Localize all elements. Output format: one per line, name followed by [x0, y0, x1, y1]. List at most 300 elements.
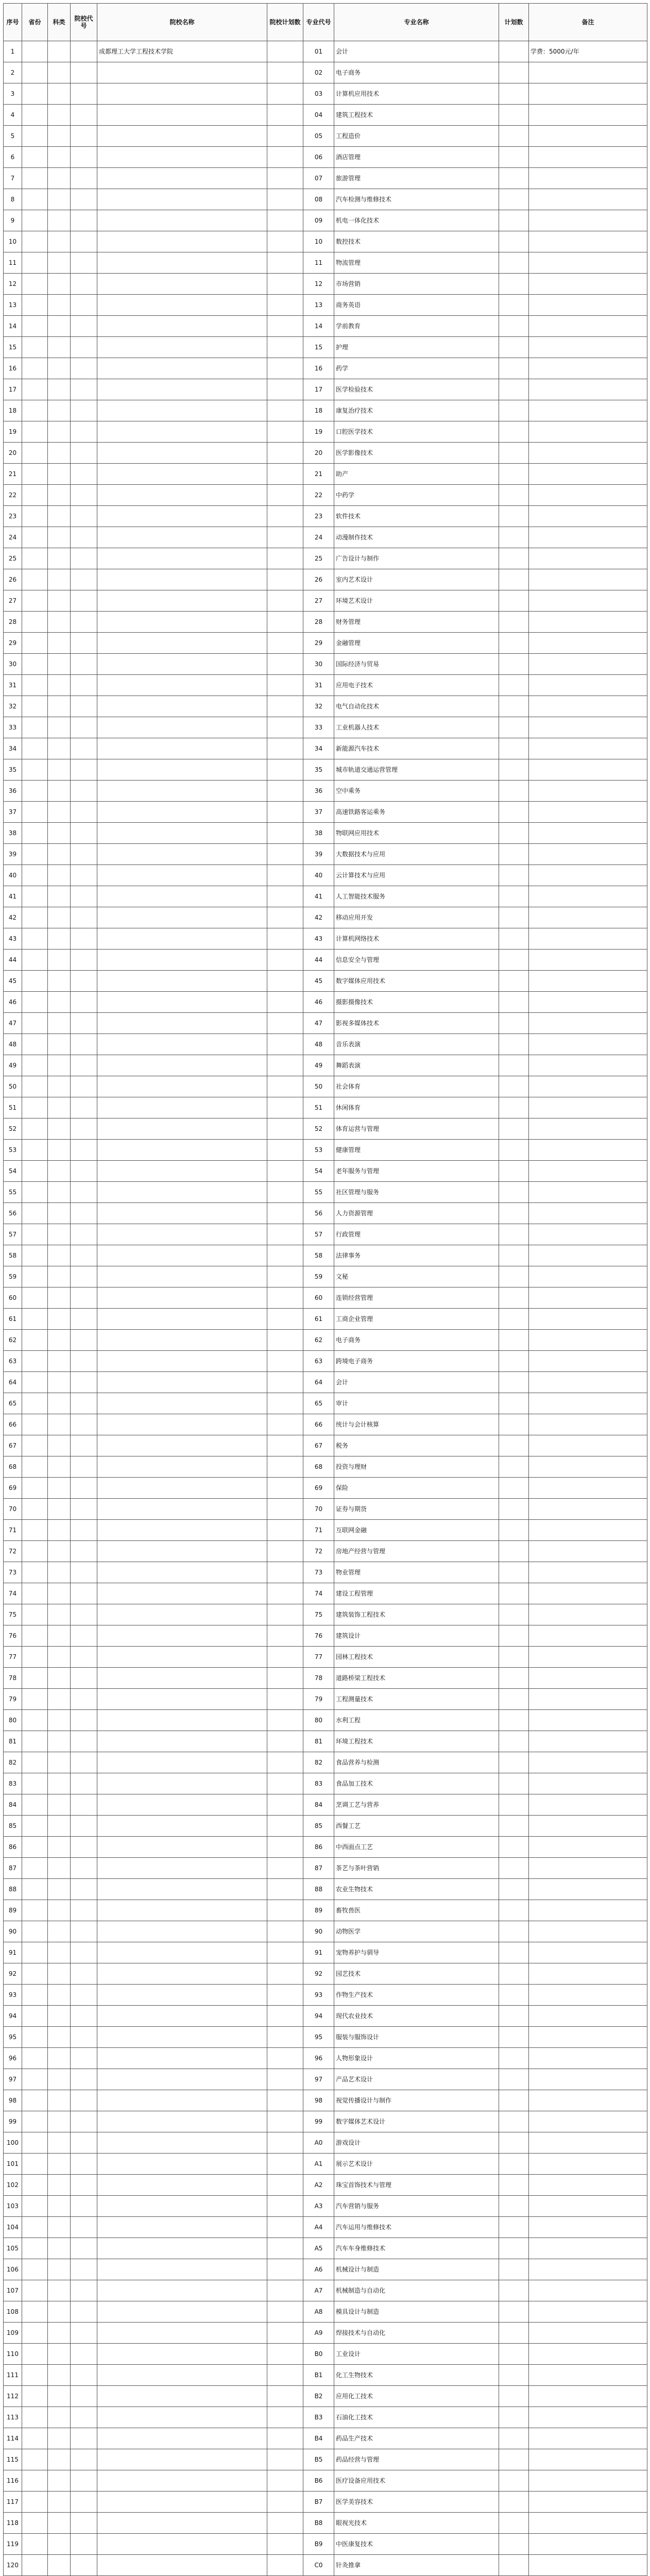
cell-province [22, 2196, 48, 2217]
cell-school-code [71, 1055, 97, 1076]
cell-school-plan [267, 2027, 303, 2048]
cell-index: 87 [4, 1858, 22, 1879]
cell-index: 89 [4, 1900, 22, 1921]
cell-school-code [71, 2344, 97, 2365]
cell-school-code [71, 2154, 97, 2175]
table-row [4, 1900, 647, 1921]
cell-plan-count [499, 675, 529, 696]
cell-major-name: 茶艺与茶叶营销 [334, 1858, 499, 1879]
cell-plan-count [499, 992, 529, 1013]
cell-school-name [97, 231, 267, 252]
cell-major-name: 应用电子技术 [334, 675, 499, 696]
cell-school-plan [267, 1520, 303, 1541]
table-row [4, 1752, 647, 1773]
cell-province [22, 2154, 48, 2175]
cell-plan-count [499, 2196, 529, 2217]
table-row [4, 527, 647, 548]
cell-index: 25 [4, 548, 22, 569]
cell-school-plan [267, 2111, 303, 2132]
cell-major-name: 助产 [334, 464, 499, 485]
cell-plan-count [499, 337, 529, 358]
cell-major-name: 工程测量技术 [334, 1689, 499, 1710]
cell-province [22, 717, 48, 738]
cell-plan-count [499, 2301, 529, 2323]
table-row [4, 1076, 647, 1097]
cell-plan-count [499, 379, 529, 400]
cell-remark [529, 2386, 647, 2407]
cell-major-name: 保险 [334, 1478, 499, 1499]
cell-plan-count [499, 1879, 529, 1900]
cell-category [48, 1562, 71, 1583]
cell-category [48, 485, 71, 506]
cell-category [48, 295, 71, 316]
cell-school-code [71, 2323, 97, 2344]
cell-major-name: 西餐工艺 [334, 1816, 499, 1837]
cell-major-name: 酒店管理 [334, 147, 499, 168]
cell-school-name [97, 527, 267, 548]
cell-school-code [71, 569, 97, 590]
cell-category [48, 1076, 71, 1097]
cell-index: 95 [4, 2027, 22, 2048]
table-row [4, 2006, 647, 2027]
table-row [4, 295, 647, 316]
table-row [4, 1055, 647, 1076]
cell-province [22, 1393, 48, 1414]
cell-school-name [97, 1456, 267, 1478]
table-row [4, 2090, 647, 2111]
cell-province [22, 189, 48, 210]
cell-remark [529, 2344, 647, 2365]
cell-remark [529, 1647, 647, 1668]
cell-major-name: 中医康复技术 [334, 2534, 499, 2555]
cell-school-code [71, 464, 97, 485]
cell-index: 84 [4, 1794, 22, 1816]
cell-remark [529, 1837, 647, 1858]
cell-province [22, 1879, 48, 1900]
table-row [4, 210, 647, 231]
cell-school-name [97, 2280, 267, 2301]
cell-major-name: 电气自动化技术 [334, 696, 499, 717]
cell-remark [529, 612, 647, 633]
cell-province [22, 316, 48, 337]
header-category: 科类 [48, 4, 71, 41]
cell-school-plan [267, 1752, 303, 1773]
cell-category [48, 2555, 71, 2576]
cell-school-code [71, 358, 97, 379]
table-row [4, 654, 647, 675]
table-row [4, 41, 647, 62]
cell-plan-count [499, 759, 529, 781]
cell-major-code: 74 [303, 1583, 334, 1604]
cell-province [22, 738, 48, 759]
cell-school-plan [267, 337, 303, 358]
cell-index: 113 [4, 2407, 22, 2428]
table-row [4, 928, 647, 950]
cell-major-code: B8 [303, 2513, 334, 2534]
cell-plan-count [499, 2470, 529, 2492]
cell-major-name: 统计与会计核算 [334, 1414, 499, 1435]
cell-major-name: 工商企业管理 [334, 1309, 499, 1330]
cell-plan-count [499, 443, 529, 464]
cell-school-name [97, 83, 267, 105]
cell-major-code: 88 [303, 1879, 334, 1900]
cell-remark [529, 443, 647, 464]
cell-school-plan [267, 189, 303, 210]
cell-school-code [71, 1668, 97, 1689]
cell-school-name [97, 823, 267, 844]
table-row [4, 2534, 647, 2555]
cell-index: 49 [4, 1055, 22, 1076]
cell-school-name [97, 1118, 267, 1140]
cell-index: 119 [4, 2534, 22, 2555]
cell-school-code [71, 1245, 97, 1266]
cell-school-code [71, 2365, 97, 2386]
cell-major-code: 64 [303, 1372, 334, 1393]
cell-plan-count [499, 1985, 529, 2006]
cell-school-code [71, 2217, 97, 2238]
cell-remark [529, 1942, 647, 1963]
cell-category [48, 1985, 71, 2006]
table-row [4, 231, 647, 252]
cell-major-code: 32 [303, 696, 334, 717]
cell-major-code: 95 [303, 2027, 334, 2048]
cell-school-code [71, 1309, 97, 1330]
cell-school-code [71, 2386, 97, 2407]
cell-category [48, 41, 71, 62]
cell-major-name: 建筑设计 [334, 1625, 499, 1647]
table-row [4, 62, 647, 83]
cell-index: 54 [4, 1161, 22, 1182]
cell-plan-count [499, 2344, 529, 2365]
cell-major-name: 信息安全与管理 [334, 950, 499, 971]
cell-school-name [97, 1097, 267, 1118]
cell-school-code [71, 1372, 97, 1393]
cell-remark [529, 379, 647, 400]
cell-plan-count [499, 1900, 529, 1921]
cell-school-code [71, 1985, 97, 2006]
cell-school-name [97, 1858, 267, 1879]
cell-school-code [71, 1118, 97, 1140]
cell-plan-count [499, 168, 529, 189]
cell-school-plan [267, 844, 303, 865]
cell-province [22, 1520, 48, 1541]
cell-school-plan [267, 2175, 303, 2196]
cell-plan-count [499, 1668, 529, 1689]
cell-major-code: 56 [303, 1203, 334, 1224]
cell-index: 72 [4, 1541, 22, 1562]
table-row [4, 105, 647, 126]
cell-index: 101 [4, 2154, 22, 2175]
cell-province [22, 1224, 48, 1245]
cell-major-name: 水利工程 [334, 1710, 499, 1731]
cell-major-code: 04 [303, 105, 334, 126]
cell-index: 44 [4, 950, 22, 971]
cell-school-plan [267, 1816, 303, 1837]
cell-plan-count [499, 2323, 529, 2344]
cell-school-code [71, 1034, 97, 1055]
cell-school-name [97, 2386, 267, 2407]
cell-major-code: 81 [303, 1731, 334, 1752]
cell-major-name: 广告设计与制作 [334, 548, 499, 569]
cell-school-name [97, 1182, 267, 1203]
cell-plan-count [499, 2217, 529, 2238]
cell-remark [529, 717, 647, 738]
cell-school-plan [267, 738, 303, 759]
cell-index: 29 [4, 633, 22, 654]
cell-school-name [97, 1816, 267, 1837]
cell-index: 71 [4, 1520, 22, 1541]
cell-plan-count [499, 1478, 529, 1499]
cell-school-name [97, 379, 267, 400]
cell-index: 45 [4, 971, 22, 992]
cell-remark [529, 1203, 647, 1224]
table-header-row [4, 4, 647, 41]
cell-category [48, 633, 71, 654]
cell-province [22, 1921, 48, 1942]
cell-remark [529, 2259, 647, 2280]
cell-school-plan [267, 971, 303, 992]
cell-major-code: 98 [303, 2090, 334, 2111]
cell-plan-count [499, 738, 529, 759]
cell-major-code: 40 [303, 865, 334, 886]
cell-province [22, 1647, 48, 1668]
cell-remark [529, 1541, 647, 1562]
table-row [4, 1816, 647, 1837]
cell-category [48, 2365, 71, 2386]
cell-remark [529, 1309, 647, 1330]
cell-major-code: 48 [303, 1034, 334, 1055]
cell-major-name: 人工智能技术服务 [334, 886, 499, 907]
cell-school-plan [267, 2259, 303, 2280]
cell-remark [529, 1752, 647, 1773]
cell-category [48, 865, 71, 886]
table-row [4, 950, 647, 971]
cell-school-plan [267, 168, 303, 189]
cell-category [48, 1520, 71, 1541]
table-row [4, 1478, 647, 1499]
table-row [4, 1985, 647, 2006]
cell-school-plan [267, 126, 303, 147]
cell-school-plan [267, 823, 303, 844]
cell-province [22, 1541, 48, 1562]
cell-major-name: 云计算技术与应用 [334, 865, 499, 886]
cell-index: 16 [4, 358, 22, 379]
cell-index: 93 [4, 1985, 22, 2006]
cell-major-code: 63 [303, 1351, 334, 1372]
cell-province [22, 1245, 48, 1266]
cell-category [48, 2386, 71, 2407]
cell-major-code: 94 [303, 2006, 334, 2027]
cell-school-plan [267, 464, 303, 485]
cell-school-code [71, 443, 97, 464]
cell-school-name [97, 1625, 267, 1647]
cell-major-code: 28 [303, 612, 334, 633]
cell-major-code: B5 [303, 2449, 334, 2470]
cell-remark [529, 2449, 647, 2470]
cell-major-name: 视觉传播设计与制作 [334, 2090, 499, 2111]
cell-plan-count [499, 1921, 529, 1942]
cell-category [48, 252, 71, 274]
cell-plan-count [499, 1034, 529, 1055]
cell-category [48, 696, 71, 717]
cell-remark [529, 421, 647, 443]
cell-major-code: 66 [303, 1414, 334, 1435]
cell-province [22, 210, 48, 231]
cell-province [22, 443, 48, 464]
cell-major-code: 83 [303, 1773, 334, 1794]
cell-major-name: 医疗设备应用技术 [334, 2470, 499, 2492]
cell-province [22, 1794, 48, 1816]
cell-school-plan [267, 1583, 303, 1604]
cell-category [48, 2196, 71, 2217]
cell-province [22, 2428, 48, 2449]
cell-province [22, 2365, 48, 2386]
cell-school-name [97, 675, 267, 696]
table-row [4, 865, 647, 886]
table-row [4, 1372, 647, 1393]
cell-index: 74 [4, 1583, 22, 1604]
cell-major-name: 环境艺术设计 [334, 590, 499, 612]
cell-remark [529, 83, 647, 105]
cell-index: 60 [4, 1287, 22, 1309]
cell-school-name [97, 1562, 267, 1583]
cell-school-code [71, 1562, 97, 1583]
cell-school-plan [267, 2492, 303, 2513]
cell-province [22, 2090, 48, 2111]
cell-school-plan [267, 1668, 303, 1689]
cell-category [48, 147, 71, 168]
cell-remark [529, 1182, 647, 1203]
cell-remark [529, 1921, 647, 1942]
cell-school-plan [267, 2386, 303, 2407]
cell-province [22, 358, 48, 379]
cell-school-code [71, 1625, 97, 1647]
table-row [4, 1118, 647, 1140]
table-row [4, 2175, 647, 2196]
cell-major-code: 54 [303, 1161, 334, 1182]
cell-school-plan [267, 1182, 303, 1203]
cell-category [48, 1013, 71, 1034]
cell-major-name: 机械制造与自动化 [334, 2280, 499, 2301]
cell-major-code: 15 [303, 337, 334, 358]
cell-index: 23 [4, 506, 22, 527]
cell-major-code: 75 [303, 1604, 334, 1625]
table-row [4, 1161, 647, 1182]
cell-plan-count [499, 1773, 529, 1794]
cell-index: 38 [4, 823, 22, 844]
cell-major-code: 76 [303, 1625, 334, 1647]
cell-category [48, 2470, 71, 2492]
table-row [4, 2492, 647, 2513]
cell-major-name: 人物形象设计 [334, 2048, 499, 2069]
table-row [4, 1330, 647, 1351]
cell-index: 56 [4, 1203, 22, 1224]
cell-major-name: 物流管理 [334, 252, 499, 274]
cell-category [48, 1309, 71, 1330]
cell-province [22, 823, 48, 844]
cell-major-code: 17 [303, 379, 334, 400]
cell-school-plan [267, 252, 303, 274]
cell-school-code [71, 2555, 97, 2576]
cell-school-code [71, 337, 97, 358]
cell-school-code [71, 1435, 97, 1456]
cell-school-code [71, 2428, 97, 2449]
cell-school-plan [267, 1435, 303, 1456]
cell-province [22, 1900, 48, 1921]
cell-category [48, 2111, 71, 2132]
table-row [4, 823, 647, 844]
cell-school-code [71, 379, 97, 400]
table-row [4, 2323, 647, 2344]
cell-school-name [97, 1963, 267, 1985]
cell-school-code [71, 548, 97, 569]
cell-plan-count [499, 1583, 529, 1604]
cell-major-code: 19 [303, 421, 334, 443]
table-row [4, 274, 647, 295]
cell-remark: 学费：5000元/年 [529, 41, 647, 62]
table-row [4, 2470, 647, 2492]
cell-plan-count [499, 2238, 529, 2259]
cell-province [22, 2111, 48, 2132]
cell-index: 47 [4, 1013, 22, 1034]
cell-major-code: 73 [303, 1562, 334, 1583]
cell-plan-count [499, 1520, 529, 1541]
cell-major-code: 42 [303, 907, 334, 928]
cell-index: 43 [4, 928, 22, 950]
cell-remark [529, 231, 647, 252]
cell-province [22, 1287, 48, 1309]
table-row [4, 1942, 647, 1963]
table-row [4, 2069, 647, 2090]
cell-school-code [71, 168, 97, 189]
cell-school-code [71, 1837, 97, 1858]
cell-index: 73 [4, 1562, 22, 1583]
cell-school-name [97, 2259, 267, 2280]
cell-major-code: 79 [303, 1689, 334, 1710]
cell-category [48, 231, 71, 252]
cell-category [48, 1203, 71, 1224]
cell-category [48, 781, 71, 802]
cell-province [22, 1266, 48, 1287]
table-row [4, 316, 647, 337]
cell-province [22, 1942, 48, 1963]
cell-major-code: 61 [303, 1309, 334, 1330]
cell-category [48, 1118, 71, 1140]
cell-school-name [97, 443, 267, 464]
cell-province [22, 844, 48, 865]
cell-school-code [71, 781, 97, 802]
cell-index: 53 [4, 1140, 22, 1161]
cell-province [22, 2280, 48, 2301]
cell-category [48, 2090, 71, 2111]
table-row [4, 2196, 647, 2217]
cell-major-name: 汽车检测与维修技术 [334, 189, 499, 210]
table-row [4, 147, 647, 168]
cell-school-name [97, 2217, 267, 2238]
cell-major-name: 建筑工程技术 [334, 105, 499, 126]
cell-school-code [71, 2280, 97, 2301]
cell-category [48, 2280, 71, 2301]
table-row [4, 1140, 647, 1161]
cell-index: 2 [4, 62, 22, 83]
cell-category [48, 590, 71, 612]
cell-remark [529, 1963, 647, 1985]
cell-major-name: 商务英语 [334, 295, 499, 316]
table-row [4, 1668, 647, 1689]
cell-plan-count [499, 633, 529, 654]
cell-major-code: 38 [303, 823, 334, 844]
cell-category [48, 1963, 71, 1985]
